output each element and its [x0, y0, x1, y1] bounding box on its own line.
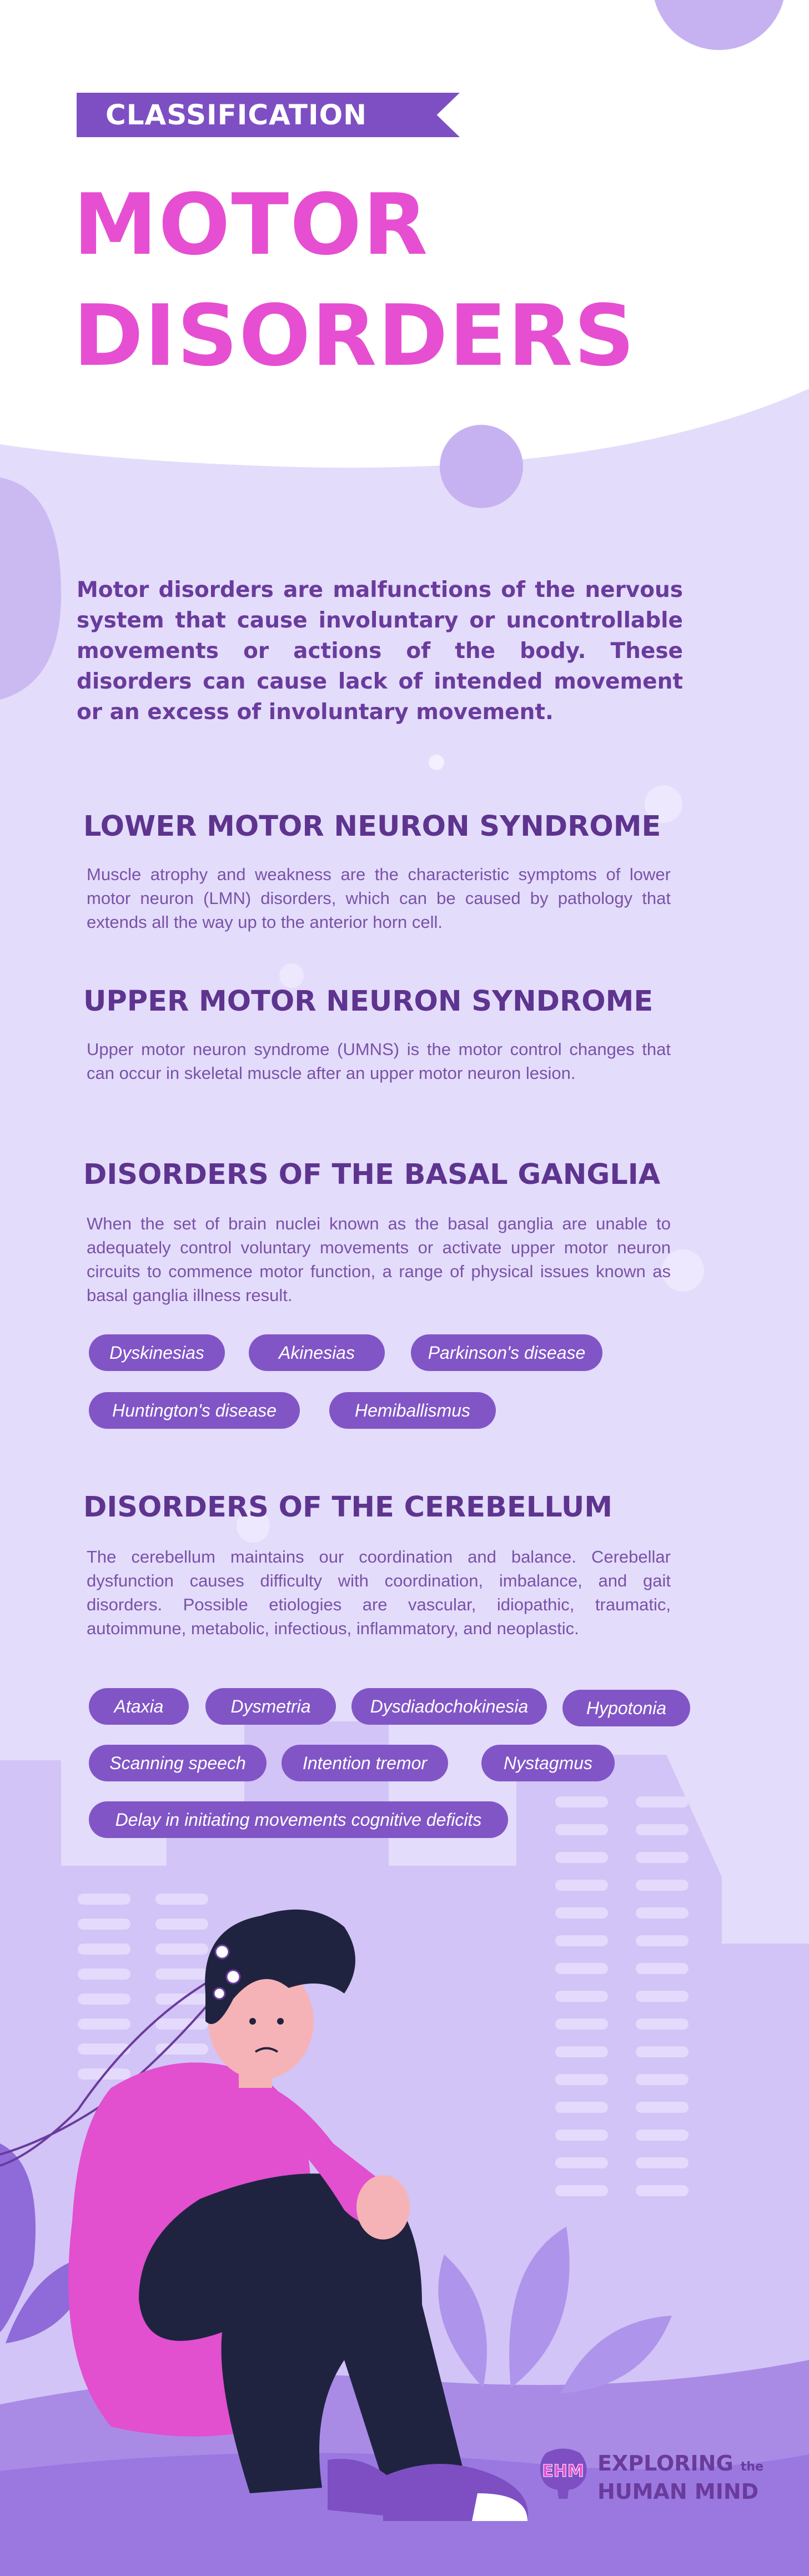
tag-parkinsons-disease: Parkinson's disease [411, 1334, 602, 1371]
tag-nystagmus: Nystagmus [481, 1745, 615, 1781]
section-body-basal-ganglia: When the set of brain nuclei known as the basal ganglia are unable to adequately control voluntary movements or activate upper motor neuron circuits to commence motor function, a range of physical issues known as basal ganglia illness result. [87, 1214, 671, 1305]
tag-ataxia: Ataxia [89, 1688, 189, 1725]
tag-scanning-speech: Scanning speech [89, 1745, 267, 1781]
tag-dysmetria: Dysmetria [205, 1688, 336, 1725]
intro-paragraph: Motor disorders are malfunctions of the nervous system that cause involuntary or uncontrollable movements or actions of the body. These disorders can cause lack of intended movement or an excess of involuntary movement. [77, 578, 683, 725]
brand-line2: HUMAN MIND [597, 2479, 759, 2504]
tag-huntingtons-disease: Huntington's disease [89, 1392, 300, 1429]
page-title-line1: MOTOR [73, 175, 429, 274]
page-title [73, 169, 636, 391]
brand-line1: EXPLORING [597, 2451, 733, 2475]
tag-akinesias: Akinesias [249, 1334, 385, 1371]
logo-mark-text: EHM [542, 2462, 584, 2481]
tag-dyskinesias: Dyskinesias [89, 1334, 225, 1371]
section-title-basal-ganglia: DISORDERS OF THE BASAL GANGLIA [83, 1158, 661, 1191]
tag-dysdiadochokinesia: Dysdiadochokinesia [351, 1688, 547, 1725]
section-body-upper-motor-neuron: Upper motor neuron syndrome (UMNS) is the motor control changes that can occur in skeletal muscle after an upper motor neuron lesion. [87, 1040, 671, 1083]
tag-intention-tremor: Intention tremor [282, 1745, 448, 1781]
page-title-line2: DISORDERS [73, 287, 636, 385]
section-body-lower-motor-neuron: Muscle atrophy and weakness are the characteristic symptoms of lower motor neuron (LMN) disorders, which can be caused by pathology that extends all the way up to the anterior horn cell. [87, 865, 671, 932]
tag-hemiballismus: Hemiballismus [329, 1392, 496, 1429]
tag-delay-in-initiating-movements: Delay in initiating movements cognitive deficits [89, 1801, 508, 1838]
brand-name [597, 2451, 763, 2504]
tag-hypotonia: Hypotonia [562, 1690, 690, 1726]
brain-logo-icon [535, 2444, 591, 2500]
section-body-cerebellum: The cerebellum maintains our coordination and balance. Cerebellar dysfunction causes difficulty with coordination, imbalance, and gait disorders. Possible etiologies are vascular, idiopathic, traumatic, autoimmune, metabolic, infectious, inflammatory, and neoplastic. [87, 1547, 671, 1638]
brand-the: the [740, 2460, 764, 2474]
section-title-lower-motor-neuron: LOWER MOTOR NEURON SYNDROME [83, 810, 661, 843]
section-title-cerebellum: DISORDERS OF THE CEREBELLUM [83, 1491, 613, 1524]
section-title-upper-motor-neuron: UPPER MOTOR NEURON SYNDROME [83, 985, 654, 1018]
classification-label: CLASSIFICATION [105, 99, 367, 131]
